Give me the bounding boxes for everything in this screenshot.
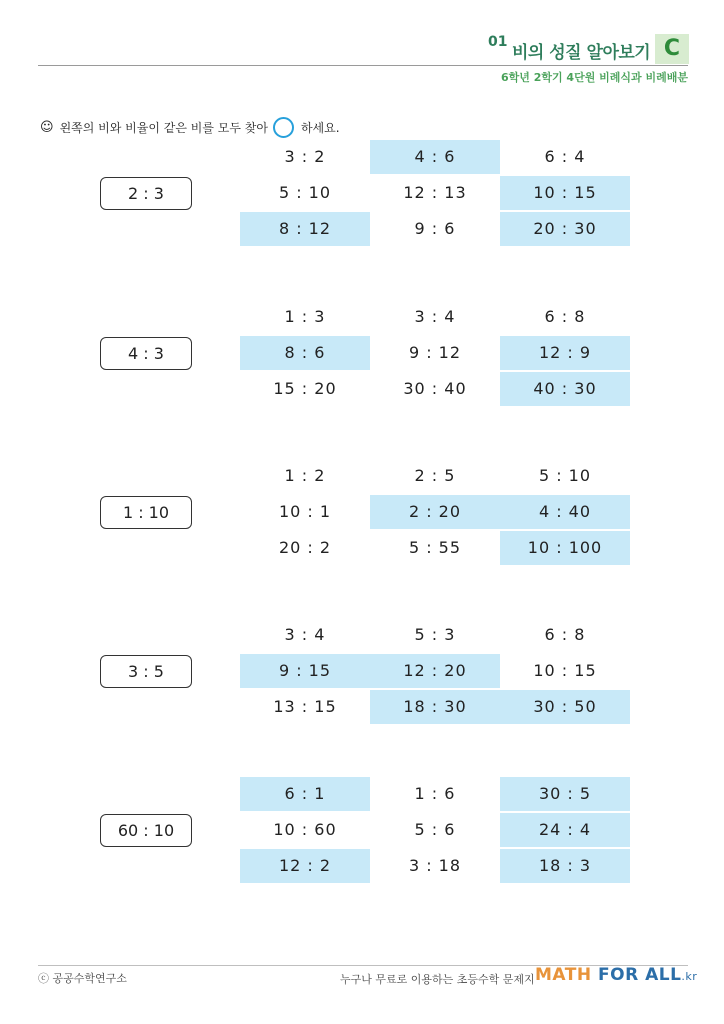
answer-choice-highlighted[interactable]: 40 : 30	[500, 372, 630, 406]
answer-choice[interactable]: 5 : 10	[538, 466, 592, 485]
brand-kr: .kr	[681, 970, 698, 983]
answer-choice[interactable]: 10 : 15	[533, 661, 597, 680]
answer-choice[interactable]: 3 : 4	[414, 307, 456, 326]
instruction	[40, 117, 340, 138]
answer-choice-highlighted[interactable]: 18 : 30	[370, 690, 500, 724]
answer-choice[interactable]: 6 : 8	[544, 307, 586, 326]
answer-choice[interactable]: 6 : 8	[544, 625, 586, 644]
answer-choice-highlighted[interactable]: 12 : 20	[370, 654, 500, 688]
answer-choice-highlighted[interactable]: 12 : 9	[500, 336, 630, 370]
header-divider	[38, 65, 688, 66]
choice-grid	[240, 300, 630, 408]
answer-choice-highlighted[interactable]: 18 : 3	[500, 849, 630, 883]
answer-choice-highlighted[interactable]: 30 : 50	[500, 690, 630, 724]
instruction-text: 왼쪽의 비와 비율이 같은 비를 모두 찾아	[59, 121, 268, 135]
choice-grid	[240, 777, 630, 885]
answer-choice[interactable]: 1 : 6	[414, 784, 456, 803]
answer-choice[interactable]: 20 : 2	[278, 538, 332, 557]
footer-tagline: 누구나 무료로 이용하는 초등수학 문제지	[340, 973, 535, 986]
answer-choice[interactable]: 2 : 5	[414, 466, 456, 485]
answer-choice-highlighted[interactable]: 12 : 2	[240, 849, 370, 883]
problem-4	[0, 618, 724, 726]
answer-choice-highlighted[interactable]: 10 : 15	[500, 176, 630, 210]
answer-choice[interactable]: 12 : 13	[403, 183, 467, 202]
worksheet-title: 비의 성질 알아보기	[512, 43, 651, 63]
answer-choice[interactable]: 5 : 10	[278, 183, 332, 202]
answer-choice[interactable]: 9 : 12	[408, 343, 462, 362]
choice-grid	[240, 618, 630, 726]
worksheet-number: 01	[488, 34, 508, 50]
answer-choice[interactable]: 10 : 1	[278, 502, 332, 521]
problem-3	[0, 459, 724, 567]
answer-choice-highlighted[interactable]: 20 : 30	[500, 212, 630, 246]
answer-choice[interactable]: 5 : 3	[414, 625, 456, 644]
target-ratio: 4 : 3	[100, 337, 192, 370]
answer-choice[interactable]: 9 : 6	[414, 219, 456, 238]
brand-math: MATH	[535, 965, 598, 985]
target-ratio: 3 : 5	[100, 655, 192, 688]
smiley-icon: ☺	[40, 120, 54, 135]
answer-choice-highlighted[interactable]: 9 : 15	[240, 654, 370, 688]
answer-choice-highlighted[interactable]: 2 : 20	[370, 495, 500, 529]
answer-choice-highlighted[interactable]: 4 : 6	[370, 140, 500, 174]
answer-choice[interactable]: 5 : 6	[414, 820, 456, 839]
problem-2	[0, 300, 724, 408]
target-ratio: 2 : 3	[100, 177, 192, 210]
answer-choice[interactable]: 3 : 4	[284, 625, 326, 644]
answer-choice[interactable]: 13 : 15	[273, 697, 337, 716]
choice-grid	[240, 140, 630, 248]
answer-choice-highlighted[interactable]: 6 : 1	[240, 777, 370, 811]
answer-choice-highlighted[interactable]: 10 : 100	[500, 531, 630, 565]
answer-choice-highlighted[interactable]: 8 : 6	[240, 336, 370, 370]
answer-choice[interactable]: 1 : 3	[284, 307, 326, 326]
brand-logo	[535, 965, 697, 985]
answer-choice[interactable]: 10 : 60	[273, 820, 337, 839]
answer-choice-highlighted[interactable]: 8 : 12	[240, 212, 370, 246]
answer-choice[interactable]: 1 : 2	[284, 466, 326, 485]
answer-choice[interactable]: 15 : 20	[273, 379, 337, 398]
answer-choice[interactable]: 5 : 55	[408, 538, 462, 557]
answer-choice-highlighted[interactable]: 4 : 40	[500, 495, 630, 529]
answer-choice[interactable]: 30 : 40	[403, 379, 467, 398]
answer-choice-highlighted[interactable]: 30 : 5	[500, 777, 630, 811]
problem-1	[0, 140, 724, 248]
answer-choice-highlighted[interactable]: 24 : 4	[500, 813, 630, 847]
answer-choice[interactable]: 6 : 4	[544, 147, 586, 166]
worksheet-subtitle: 6학년 2학기 4단원 비례식과 비례배분	[500, 71, 688, 84]
brand-forall: FOR ALL	[598, 965, 682, 985]
copyright: ⓒ 공공수학연구소	[38, 972, 127, 985]
answer-choice[interactable]: 3 : 18	[408, 856, 462, 875]
circle-icon	[273, 117, 294, 138]
level-badge: C	[655, 34, 689, 64]
answer-choice[interactable]: 3 : 2	[284, 147, 326, 166]
target-ratio: 1 : 10	[100, 496, 192, 529]
instruction-text-end: 하세요.	[300, 121, 340, 135]
target-ratio: 60 : 10	[100, 814, 192, 847]
problem-5	[0, 777, 724, 885]
choice-grid	[240, 459, 630, 567]
